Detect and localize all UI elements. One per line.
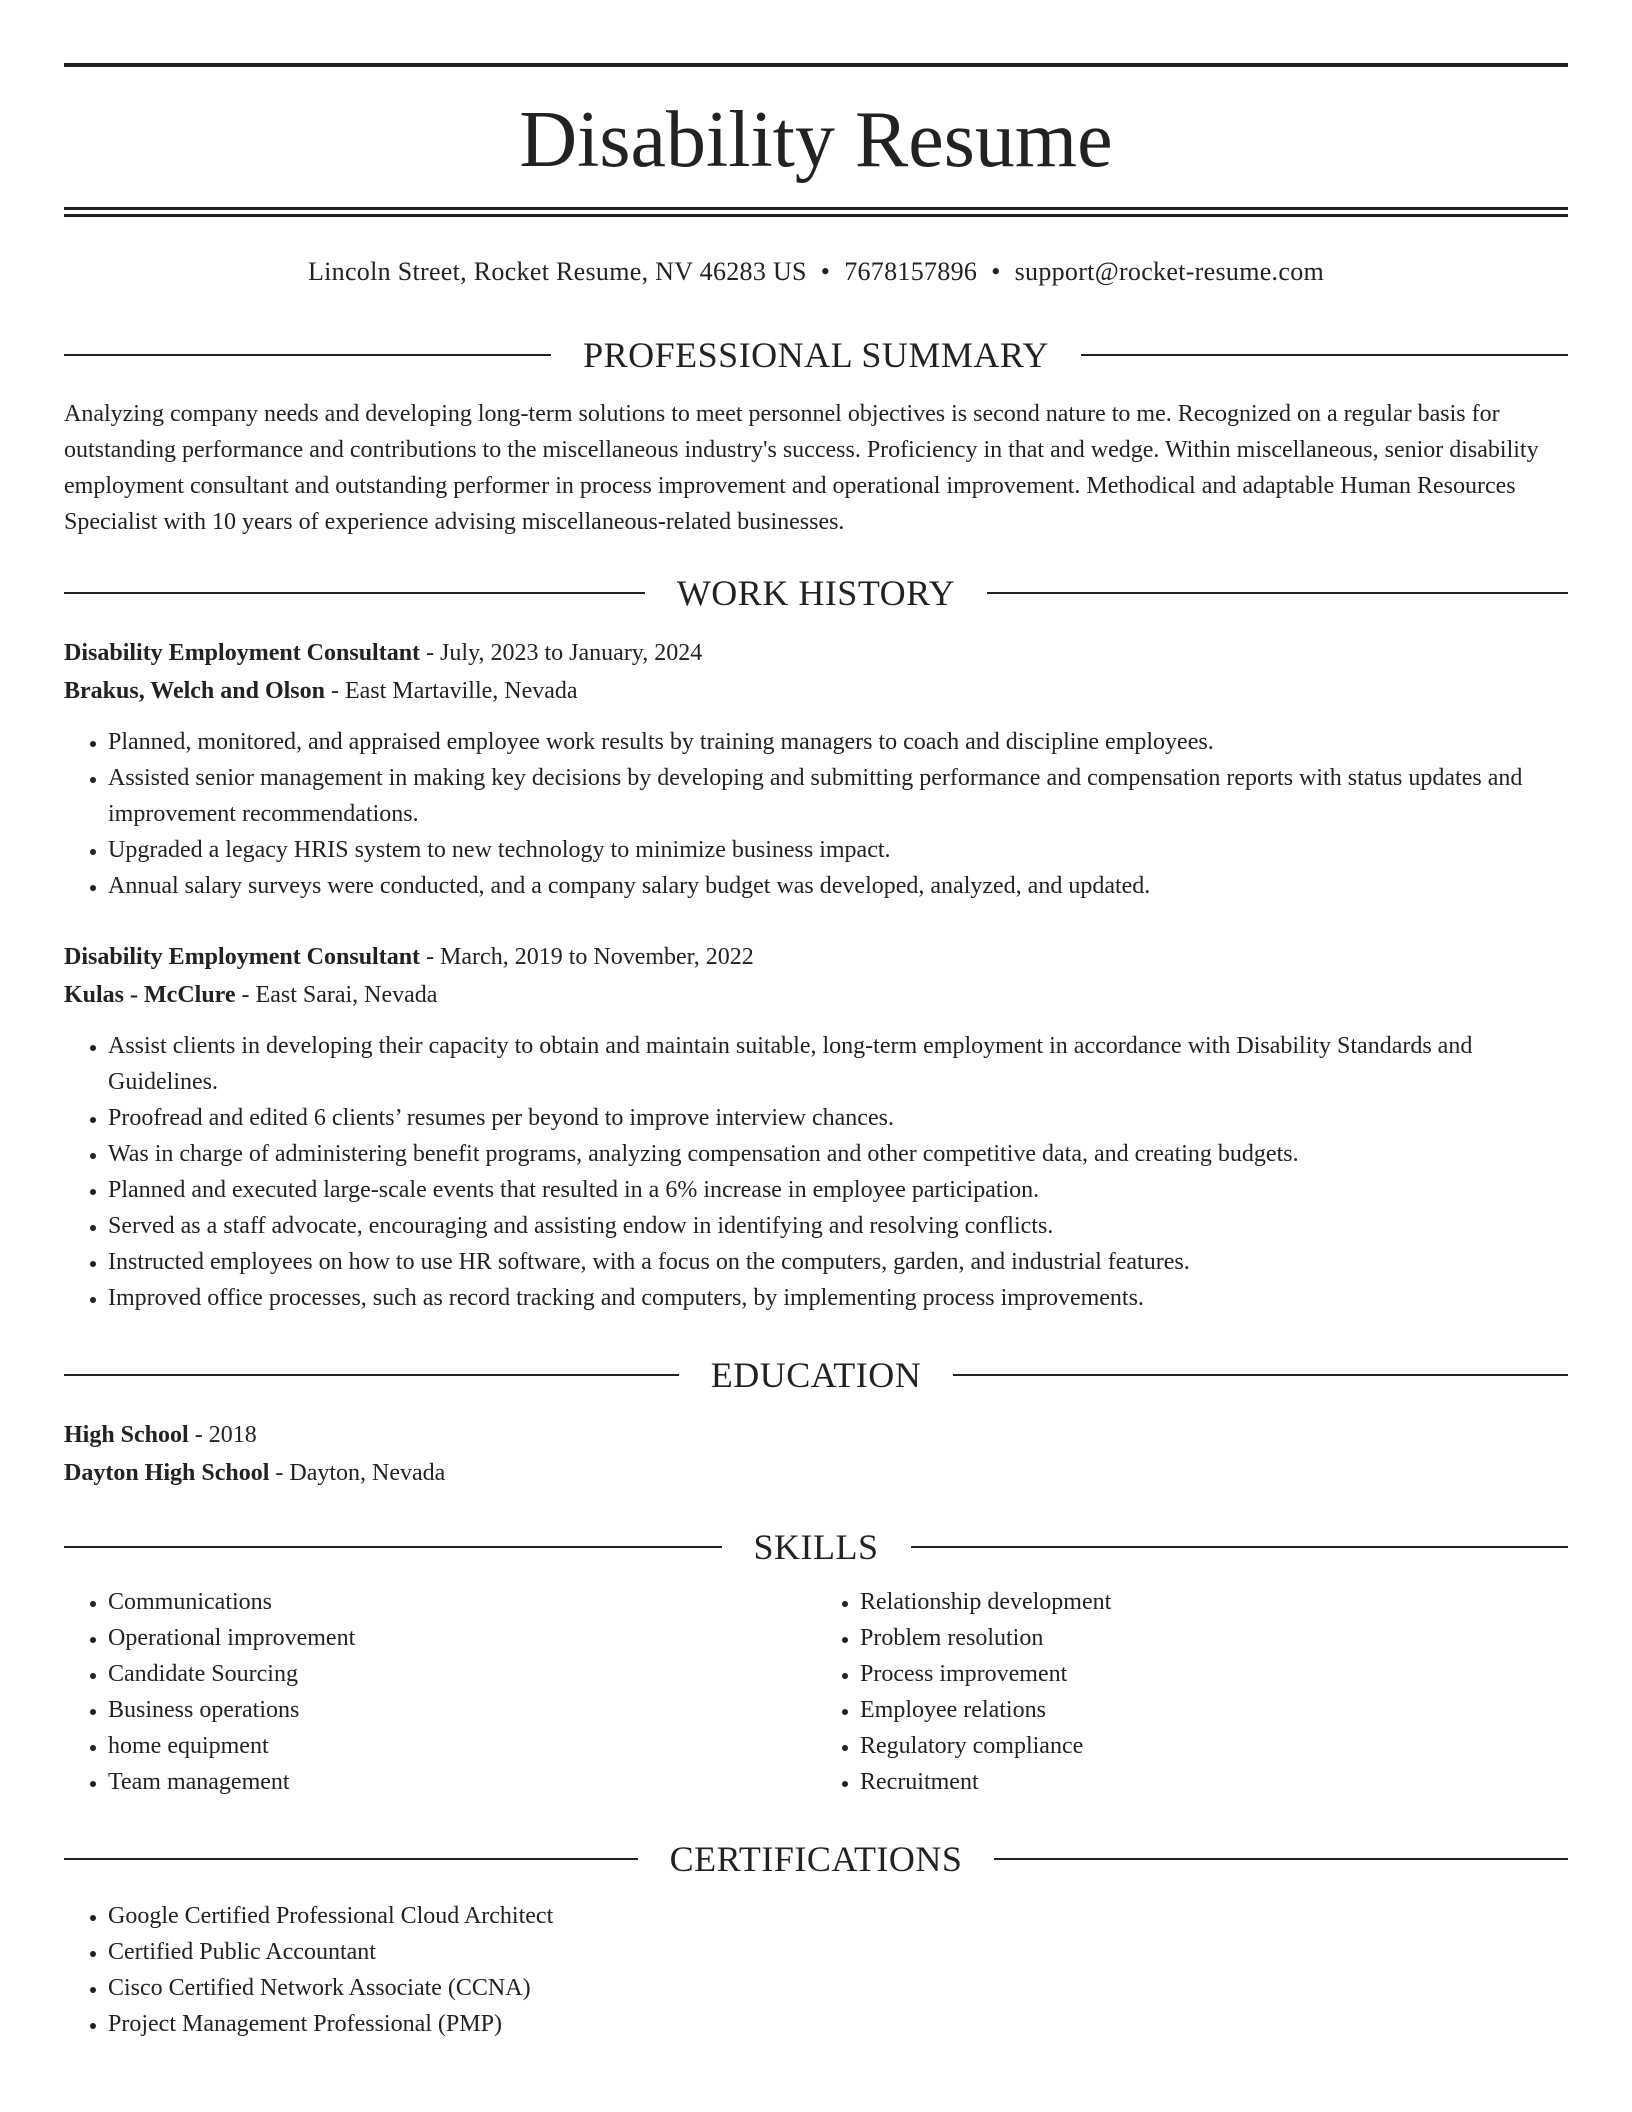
job-company-row (64, 672, 1568, 710)
list-item: • Annual salary surveys were conducted, and a company salary budget was developed, analyzed, and updated. (108, 868, 1568, 904)
education-entry (64, 1416, 1568, 1492)
list-item: • Instructed employees on how to use HR software, with a focus on the computers, garden, and industrial features. (108, 1244, 1568, 1280)
list-item: • Planned and executed large-scale events that resulted in a 6% increase in employee participation. (108, 1172, 1568, 1208)
list-item: • home equipment (108, 1728, 816, 1764)
list-item: • Operational improvement (108, 1620, 816, 1656)
separator: • (820, 257, 831, 286)
section-title: PROFESSIONAL SUMMARY (583, 335, 1049, 375)
job-bullets (64, 1028, 1568, 1316)
job-title: Disability Employment Consultant (64, 640, 421, 666)
job-company-row (64, 976, 1568, 1014)
list-item: • Process improvement (860, 1656, 1568, 1692)
company-location: - East Martaville, Nevada (324, 678, 578, 704)
list-item: • Team management (108, 1764, 816, 1800)
section-header-skills (64, 1522, 1568, 1572)
list-item: • Communications (108, 1584, 816, 1620)
job-entry (64, 938, 1568, 1316)
list-item: • Problem resolution (860, 1620, 1568, 1656)
separator: • (991, 257, 1001, 286)
list-item: • Regulatory compliance (860, 1728, 1568, 1764)
double-rule (64, 207, 1568, 217)
section-header-certifications (64, 1834, 1568, 1884)
contact-line (64, 252, 1568, 292)
certifications-list (64, 1898, 1568, 2042)
divider (64, 1858, 638, 1860)
list-item: • Assisted senior management in making key decisions by developing and submitting performance and compensation reports with status updates and improvement recommendations. (108, 760, 1568, 832)
list-item: • Planned, monitored, and appraised employee work results by training managers to coach and discipline employees. (108, 724, 1568, 760)
skills-list (64, 1584, 1568, 1800)
list-item: • Relationship development (860, 1584, 1568, 1620)
company-name: Brakus, Welch and Olson (64, 678, 325, 704)
list-item: • Google Certified Professional Cloud Architect (108, 1898, 1568, 1934)
list-item: • Assist clients in developing their capacity to obtain and maintain suitable, long-term employment in accordance with Disability Standards and Guidelines. (108, 1028, 1568, 1100)
job-title-row (64, 634, 1568, 672)
summary-text: Analyzing company needs and developing long-term solutions to meet personnel objectives is second nature to me. Recognized on a regular basis for outstanding performance and contributions to the miscellaneous industry's success. Proficiency in that and wedge. Within miscellaneous, senior disability employment consultant and outstanding performer in process improvement and operational improvement. Methodical and adaptable Human Resources Specialist with 10 years of experience advising miscellaneous-related businesses. (64, 401, 1539, 535)
job-title-row (64, 938, 1568, 976)
school-location: - Dayton, Nevada (269, 1460, 446, 1486)
list-item: • Served as a staff advocate, encouraging and assisting endow in identifying and resolving conflicts. (108, 1208, 1568, 1244)
list-item: • Improved office processes, such as record tracking and computers, by implementing process improvements. (108, 1280, 1568, 1316)
address: Lincoln Street, Rocket Resume, NV 46283 US (307, 257, 807, 286)
school-row (64, 1454, 1568, 1492)
list-item: • Certified Public Accountant (108, 1934, 1568, 1970)
degree-row (64, 1416, 1568, 1454)
job-title: Disability Employment Consultant (64, 944, 421, 970)
degree: High School (64, 1422, 189, 1448)
divider (64, 592, 645, 594)
divider (911, 1546, 1569, 1548)
divider (64, 1546, 722, 1548)
list-item: • Business operations (108, 1692, 816, 1728)
top-rule (64, 63, 1568, 67)
company-name: Kulas - McClure (64, 982, 236, 1008)
job-dates: - March, 2019 to November, 2022 (420, 944, 754, 970)
company-location: - East Sarai, Nevada (235, 982, 438, 1008)
job-entry (64, 634, 1568, 904)
divider (953, 1374, 1568, 1376)
list-item: • Upgraded a legacy HRIS system to new technology to minimize business impact. (108, 832, 1568, 868)
section-title: WORK HISTORY (676, 573, 956, 613)
section-header-work (64, 568, 1568, 618)
resume-title: Disability Resume (519, 96, 1113, 184)
divider (987, 592, 1568, 594)
job-dates: - July, 2023 to January, 2024 (420, 640, 703, 666)
divider (64, 1374, 679, 1376)
certifications-bullets (64, 1898, 1568, 2042)
phone: 7678157896 (844, 257, 978, 286)
section-header-summary (64, 330, 1568, 380)
skills-column-right (816, 1584, 1568, 1800)
list-item: • Project Management Professional (PMP) (108, 2006, 1568, 2042)
list-item: • Proofread and edited 6 clients’ resumes per beyond to improve interview chances. (108, 1100, 1568, 1136)
skills-column-left (64, 1584, 816, 1800)
school-name: Dayton High School (64, 1460, 270, 1486)
list-item: • Cisco Certified Network Associate (CCNA) (108, 1970, 1568, 2006)
list-item: • Recruitment (860, 1764, 1568, 1800)
graduation-year: - 2018 (188, 1422, 257, 1448)
section-title: SKILLS (753, 1527, 879, 1567)
list-item: • Candidate Sourcing (108, 1656, 816, 1692)
divider (994, 1858, 1568, 1860)
list-item: • Employee relations (860, 1692, 1568, 1728)
job-bullets (64, 724, 1568, 904)
divider (64, 354, 551, 356)
section-header-education (64, 1350, 1568, 1400)
section-title: EDUCATION (710, 1355, 922, 1395)
divider (1081, 354, 1568, 356)
email: support@rocket-resume.com (1014, 257, 1325, 286)
section-title: CERTIFICATIONS (669, 1839, 963, 1879)
list-item: • Was in charge of administering benefit programs, analyzing compensation and other competitive data, and creating budgets. (108, 1136, 1568, 1172)
